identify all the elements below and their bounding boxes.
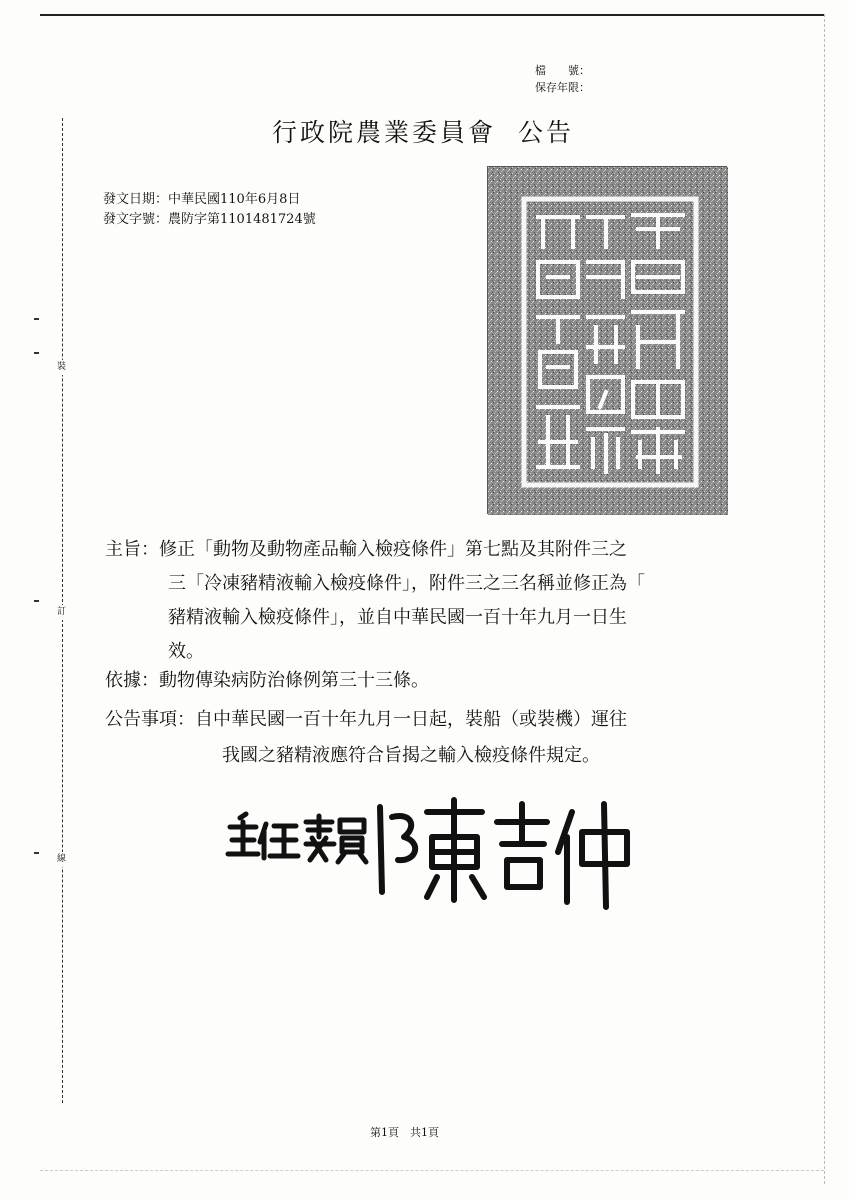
official-seal <box>487 166 727 514</box>
notice-section <box>105 702 627 774</box>
file-meta <box>535 62 590 96</box>
subject-line-3: 豬精液輸入檢疫條件」，並自中華民國一百十年九月一日生 <box>168 607 627 628</box>
basis-text: 動物傳染病防治條例第三十三條。 <box>159 670 429 691</box>
document-type: 公告 <box>518 118 575 147</box>
signature-block <box>222 782 642 912</box>
binding-mark-xian: 線 <box>57 852 66 867</box>
notice-line-2: 我國之豬精液應符合旨揭之輸入檢疫條件規定。 <box>222 745 600 766</box>
page-number: 第1頁 共1頁 <box>370 1126 439 1139</box>
agency-name: 行政院農業委員會 <box>272 118 497 147</box>
subject-label: 主旨： <box>105 539 159 560</box>
subject-section <box>105 533 750 669</box>
notice-line-1: 自中華民國一百十年九月一日起，裝船（或裝機）運往 <box>195 709 627 730</box>
right-scan-edge <box>824 14 825 1184</box>
notice-first-line <box>105 702 627 738</box>
document-title <box>272 113 574 149</box>
subject-line-4: 效。 <box>168 641 204 662</box>
margin-tick <box>34 352 39 354</box>
retention-label: 保存年限： <box>535 81 590 94</box>
margin-tick <box>34 852 39 854</box>
top-rule <box>40 14 824 16</box>
notice-label: 公告事項： <box>105 709 195 730</box>
subject-line-1: 修正「動物及動物產品輸入檢疫條件」第七點及其附件三之 <box>159 539 627 560</box>
issue-number: 發文字號：農防字第1101481724號 <box>103 212 316 227</box>
issue-info <box>103 190 316 230</box>
binding-mark-zhuang: 裝 <box>57 360 66 375</box>
binding-mark-ding: 訂 <box>57 605 66 620</box>
handwritten-signature <box>222 782 642 912</box>
basis-label: 依據： <box>105 670 159 691</box>
margin-tick <box>34 318 39 320</box>
issue-date: 發文日期：中華民國110年6月8日 <box>103 192 301 207</box>
file-number-label: 檔 號： <box>535 64 590 77</box>
subject-first-line <box>105 533 750 567</box>
subject-line-2: 三「冷凍豬精液輸入檢疫條件」，附件三之三名稱並修正為「 <box>168 573 645 594</box>
bottom-scan-edge <box>40 1170 824 1171</box>
margin-tick <box>34 600 39 602</box>
seal-stamp-graphic <box>488 167 728 515</box>
basis-section <box>105 664 429 698</box>
